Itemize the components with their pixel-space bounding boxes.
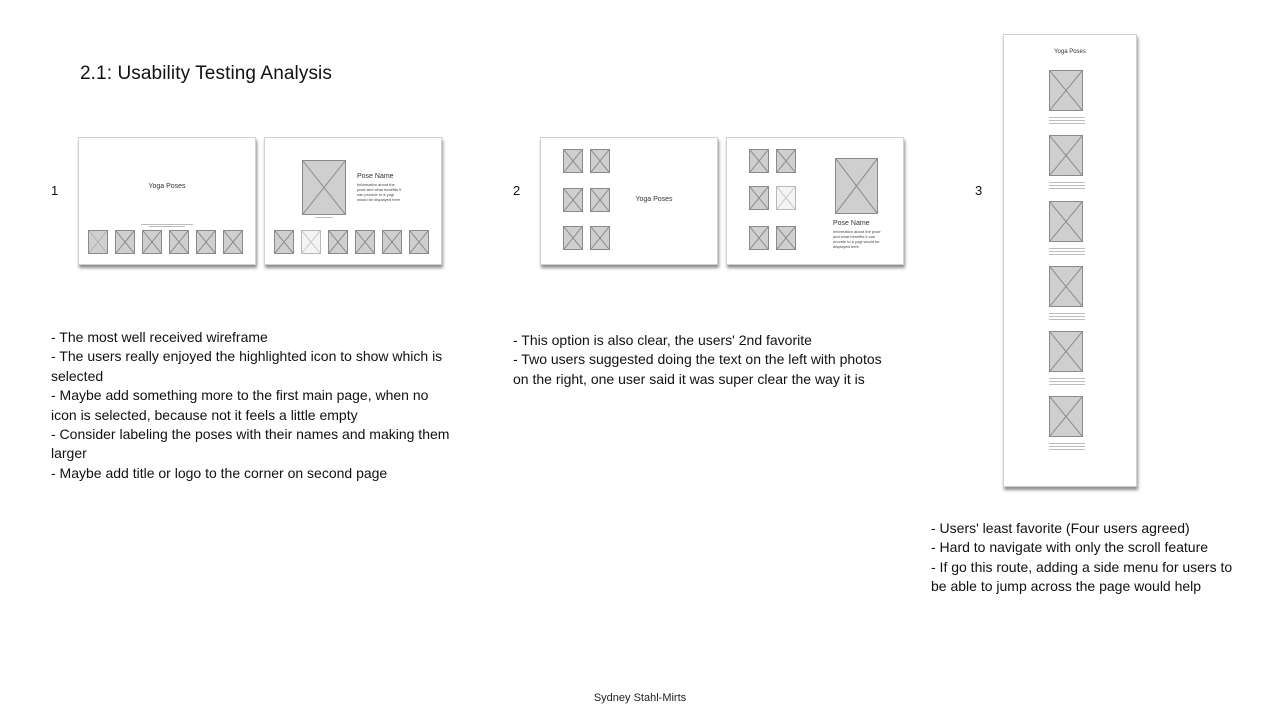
- wireframe-hint-line: [1049, 188, 1085, 189]
- image-placeholder-icon: [328, 230, 348, 254]
- image-placeholder-icon: [142, 230, 162, 254]
- wireframe-2-home: [540, 137, 718, 265]
- image-placeholder-icon: [409, 230, 429, 254]
- wireframe-app-title: Yoga Poses: [635, 196, 673, 203]
- image-placeholder-icon: [776, 149, 796, 173]
- option-3-notes: [931, 519, 1251, 597]
- wireframe-hint-line: [1049, 117, 1085, 118]
- option-2-notes: [513, 331, 888, 389]
- image-placeholder-highlighted-icon: [301, 230, 321, 254]
- wireframe-app-title: Yoga Poses: [148, 183, 186, 190]
- wireframe-pose-info: Information about the pose and what benefits it can provide to a yogi would be displayed here: [833, 229, 881, 249]
- wireframe-pose-name: Pose Name: [357, 173, 394, 180]
- note-line: - Maybe add something more to the first main page, when no icon is selected, because not it feels a little empty: [51, 387, 429, 423]
- image-placeholder-icon: [590, 188, 610, 212]
- option-1-notes: [51, 328, 451, 483]
- wireframe-hint-line: [1049, 313, 1085, 314]
- note-line: - The most well received wireframe: [51, 329, 268, 345]
- wireframe-hint-line: [141, 224, 193, 225]
- note-line: - Maybe add title or logo to the corner on second page: [51, 464, 388, 481]
- wireframe-hint-line: [1049, 316, 1085, 317]
- author-name: Sydney Stahl-Mirts: [593, 692, 687, 704]
- wireframe-hint-line: [1049, 123, 1085, 124]
- wireframe-pose-name: Pose Name: [833, 220, 870, 227]
- note-line: - Hard to navigate with only the scroll feature: [931, 539, 1209, 556]
- note-line: - Consider labeling the poses with their names and making them larger: [51, 426, 450, 462]
- wireframe-hint-line: [1049, 120, 1085, 121]
- note-line: - The users really enjoyed the highlighted icon to show which is selected: [51, 348, 443, 384]
- wireframe-hint-line: [149, 226, 185, 227]
- image-placeholder-icon: [590, 149, 610, 173]
- image-placeholder-icon: [749, 186, 769, 210]
- note-line: - If go this route, adding a side menu for users to be able to jump across the page would help: [931, 558, 1233, 595]
- wireframe-2-detail: [726, 137, 904, 265]
- image-placeholder-icon: [1049, 396, 1083, 437]
- image-placeholder-icon: [223, 230, 243, 254]
- image-placeholder-icon: [115, 230, 135, 254]
- wireframe-hint-line: [1049, 378, 1085, 379]
- image-placeholder-icon: [382, 230, 402, 254]
- wireframe-hint-line: [1049, 185, 1085, 186]
- option-1-number: 1: [51, 183, 59, 198]
- image-placeholder-icon: [563, 226, 583, 250]
- image-placeholder-icon: [196, 230, 216, 254]
- wireframe-hint-line: [1049, 449, 1085, 450]
- image-placeholder-icon: [749, 149, 769, 173]
- image-placeholder-icon: [749, 226, 769, 250]
- image-placeholder-highlighted-icon: [776, 186, 796, 210]
- wireframe-hint-line: [1049, 248, 1085, 249]
- image-placeholder-icon: [563, 188, 583, 212]
- option-2-number: 2: [513, 183, 521, 198]
- note-line: - Two users suggested doing the text on the left with photos on the right, one user said it was super clear the way it is: [513, 351, 882, 387]
- image-placeholder-icon: [88, 230, 108, 254]
- wireframe-hint-line: [1049, 381, 1085, 382]
- image-placeholder-icon: [302, 160, 346, 215]
- image-placeholder-icon: [563, 149, 583, 173]
- image-placeholder-icon: [1049, 201, 1083, 242]
- wireframe-hint-line: [315, 217, 333, 218]
- note-line: - This option is also clear, the users' 2nd favorite: [513, 332, 812, 348]
- wireframe-hint-line: [1049, 319, 1085, 320]
- wireframe-app-title: Yoga Poses: [1054, 49, 1086, 55]
- image-placeholder-icon: [1049, 331, 1083, 372]
- image-placeholder-icon: [169, 230, 189, 254]
- wireframe-1-home: [78, 137, 256, 265]
- wireframe-hint-line: [1049, 251, 1085, 252]
- wireframe-3-scroll: [1003, 34, 1137, 487]
- image-placeholder-icon: [1049, 135, 1083, 176]
- page-title: 2.1: Usability Testing Analysis: [80, 63, 332, 84]
- image-placeholder-icon: [776, 226, 796, 250]
- image-placeholder-icon: [1049, 70, 1083, 111]
- image-placeholder-icon: [835, 158, 878, 214]
- image-placeholder-icon: [274, 230, 294, 254]
- image-placeholder-icon: [590, 226, 610, 250]
- image-placeholder-icon: [355, 230, 375, 254]
- note-line: - Users' least favorite (Four users agreed): [931, 520, 1190, 536]
- wireframe-pose-info: Information about the pose and what benefits it can provide to a yogi would be displayed here: [357, 182, 402, 202]
- image-placeholder-icon: [1049, 266, 1083, 307]
- wireframe-hint-line: [1049, 446, 1085, 447]
- wireframe-hint-line: [1049, 182, 1085, 183]
- wireframe-1-detail: [264, 137, 442, 265]
- wireframe-hint-line: [1049, 443, 1085, 444]
- wireframe-hint-line: [1049, 384, 1085, 385]
- option-3-number: 3: [975, 183, 983, 198]
- wireframe-hint-line: [1049, 254, 1085, 255]
